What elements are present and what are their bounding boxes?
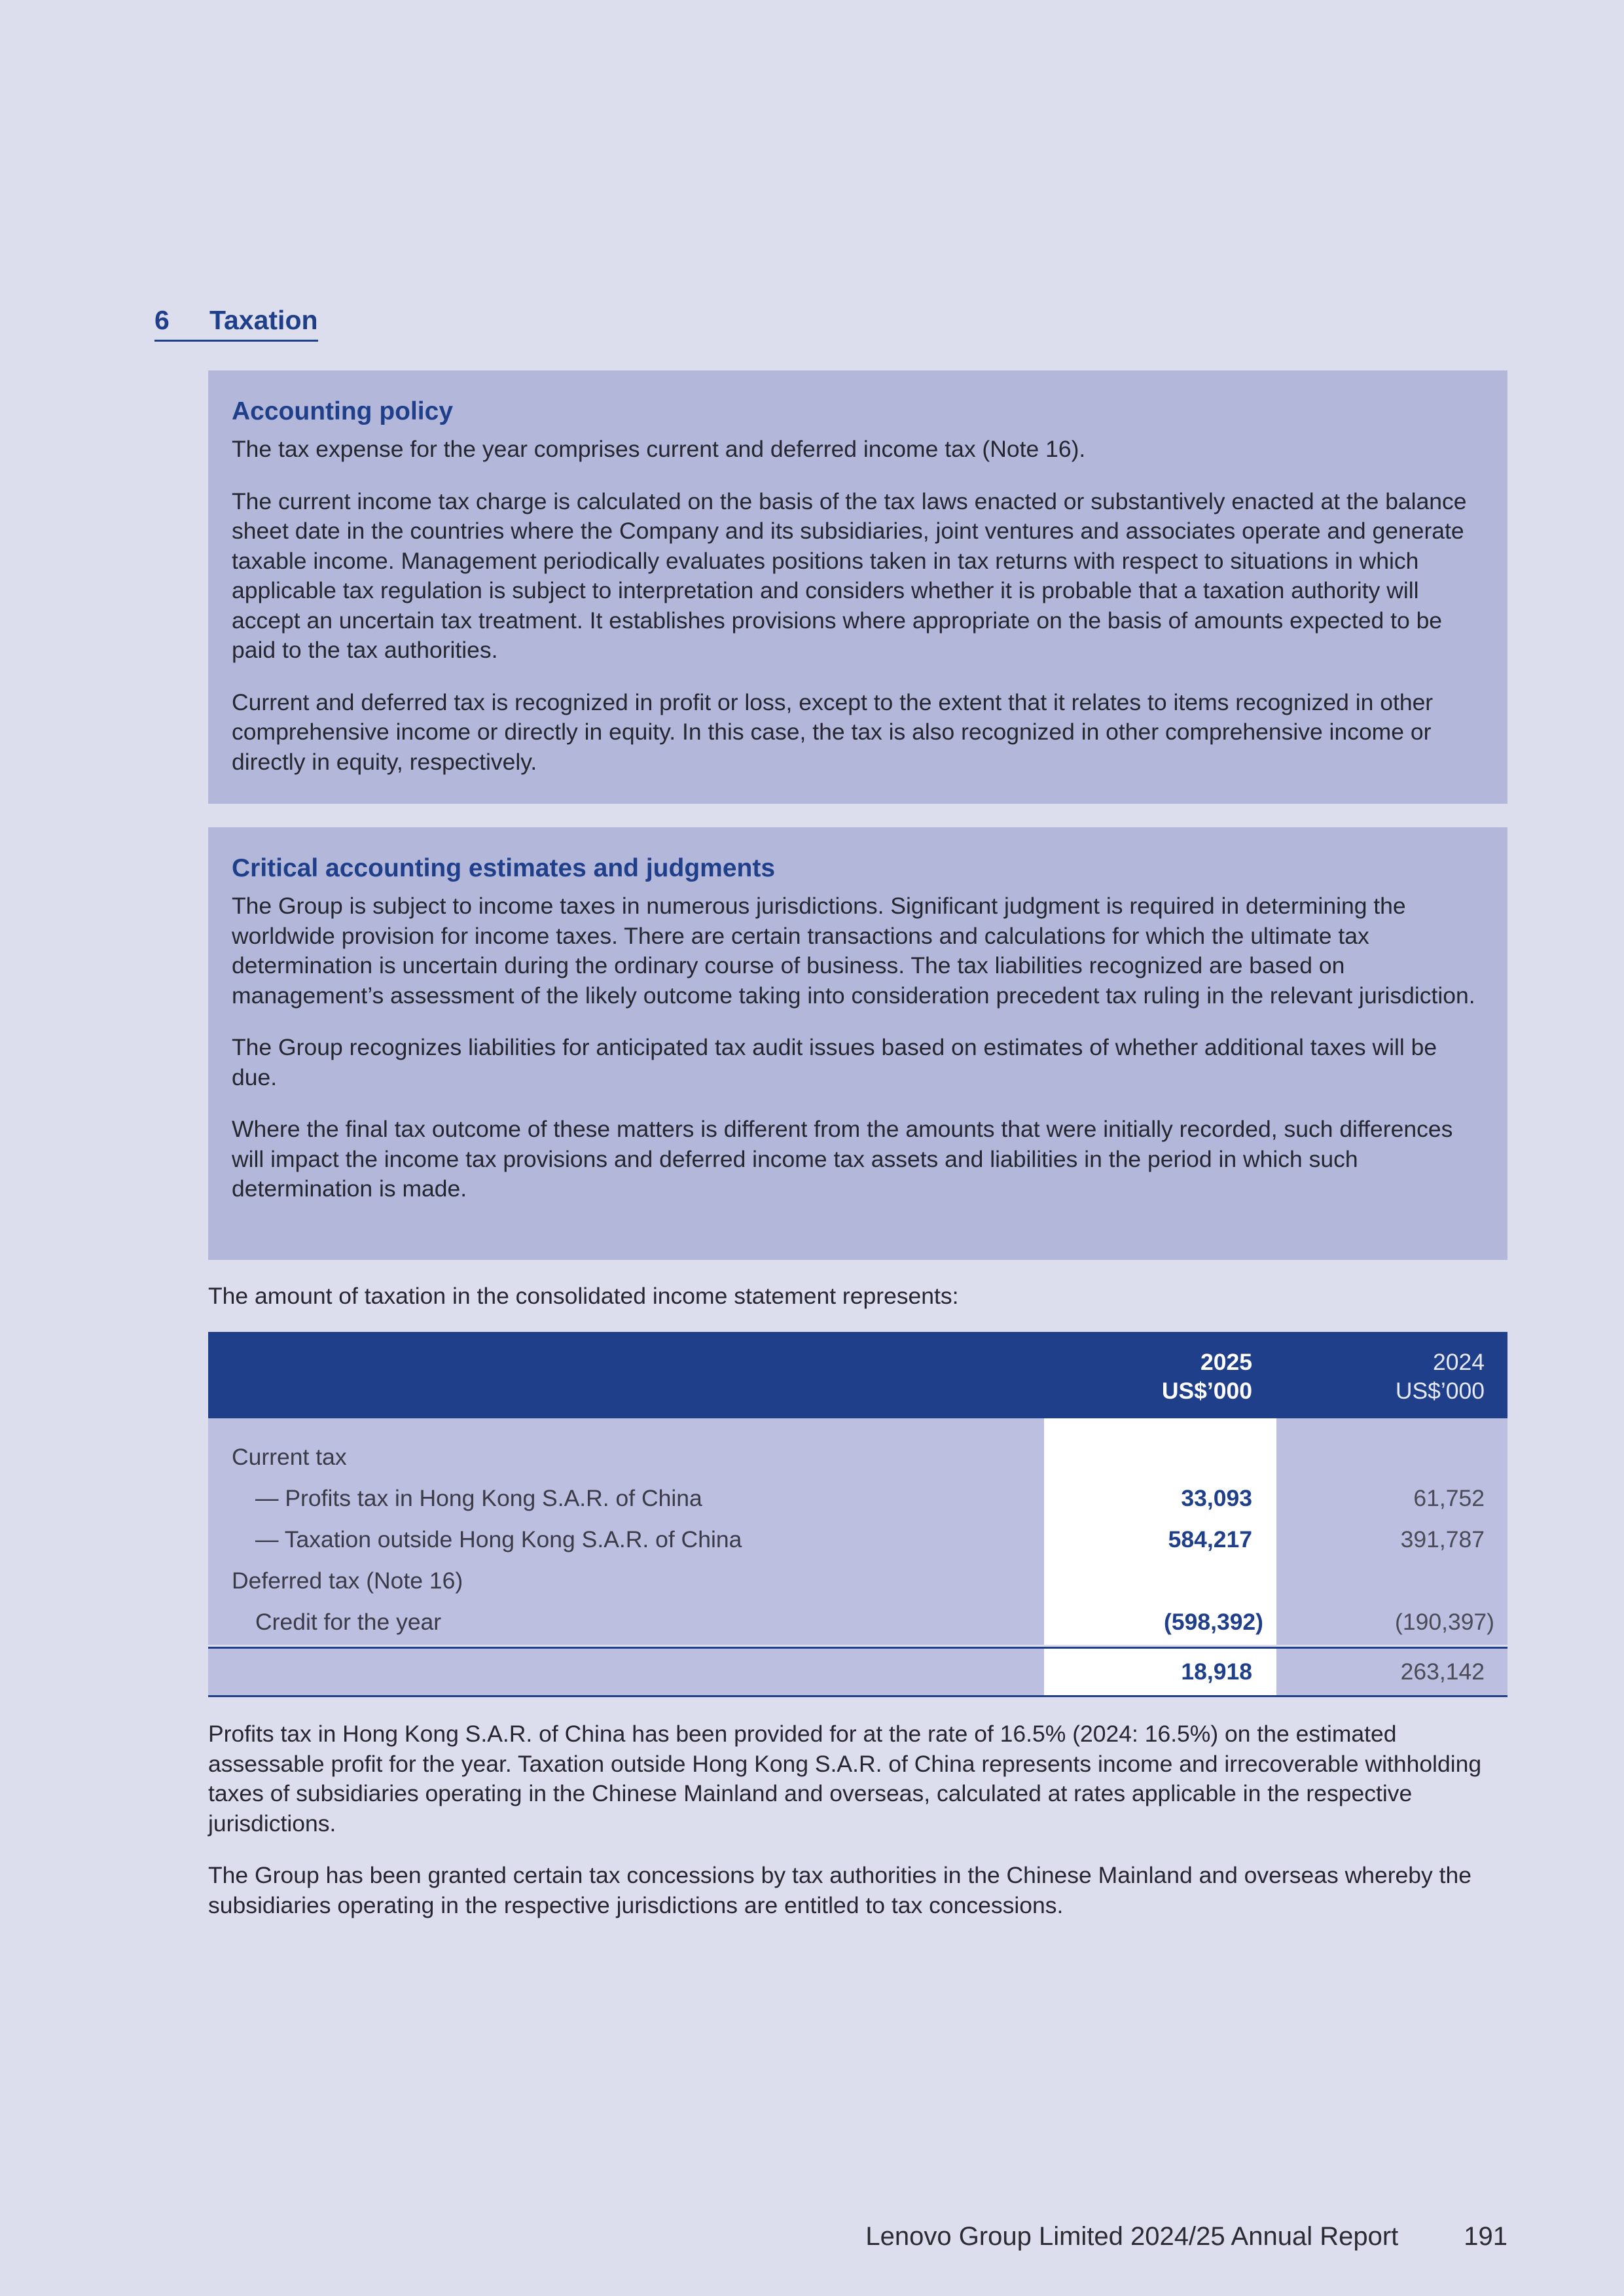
note-paragraph: The Group has been granted certain tax concessions by tax authorities in the Chinese Mainland and overseas whereby the subsidiaries operating in the respective jurisdictions are entitled to tax concessions.: [208, 1862, 1471, 1918]
accounting-policy-paragraph: Current and deferred tax is recognized in profit or loss, except to the extent that it relates to items recognized in other comprehensive income or directly in equity. In this case, the tax is also recognized in other comprehensive income or directly in equity, respectively.: [232, 689, 1434, 775]
row-label: Deferred tax (Note 16): [232, 1568, 463, 1594]
row-label: Credit for the year: [255, 1609, 442, 1635]
table-row: [208, 1560, 1507, 1602]
taxation-table: [208, 1332, 1507, 1685]
total-2024: 263,142: [1400, 1659, 1485, 1685]
column-header-2025-unit: US$’000: [1161, 1378, 1252, 1404]
value-2024: (190,397): [1395, 1609, 1494, 1635]
column-header-2024-unit: US$’000: [1395, 1378, 1485, 1404]
table-intro: The amount of taxation in the consolidated income statement represents:: [208, 1283, 959, 1309]
row-label: — Taxation outside Hong Kong S.A.R. of China: [255, 1526, 742, 1552]
table-row: [208, 1437, 1507, 1478]
accounting-policy-paragraph: The current income tax charge is calculated on the basis of the tax laws enacted or substantively enacted at the balance sheet date in the countries where the Company and its subsidiaries, joint ventures and associates operate and generate taxable income. Management periodically evaluates positions taken in tax returns with respect to situations in which applicable tax regulation is subject to interpretation and considers whether it is probable that a taxation authority will accept an uncertain tax treatment. It establishes provisions where appropriate on the basis of amounts expected to be paid to the tax authorities.: [232, 488, 1467, 663]
table-row: [208, 1602, 1507, 1643]
value-2024: 391,787: [1400, 1526, 1485, 1552]
column-header-2025: [1162, 1348, 1252, 1405]
section-title: Taxation: [209, 305, 318, 335]
accounting-policy-box: [208, 370, 1507, 804]
value-2025: (598,392): [1164, 1609, 1263, 1635]
row-label: — Profits tax in Hong Kong S.A.R. of China: [255, 1485, 702, 1511]
value-2024: 61,752: [1413, 1485, 1485, 1511]
critical-estimates-box: [208, 827, 1507, 1260]
footer-report-title: Lenovo Group Limited 2024/25 Annual Report: [865, 2222, 1399, 2251]
accounting-policy-paragraph: The tax expense for the year comprises current and deferred income tax (Note 16).: [232, 436, 1086, 462]
section-number: 6: [154, 305, 170, 335]
value-2025: 584,217: [1168, 1526, 1252, 1552]
column-header-2025-year: 2025: [1200, 1349, 1252, 1375]
total-2025: 18,918: [1181, 1659, 1252, 1685]
critical-estimates-paragraph: The Group is subject to income taxes in numerous jurisdictions. Significant judgment is required in determining the worldwide provision for income taxes. There are certain transactions and calculations for which the ultimate tax determination is uncertain during the ordinary course of business. The tax liabilities recognized are based on management’s assessment of the likely outcome taking into consideration precedent tax ruling in the relevant jurisdiction.: [232, 893, 1475, 1009]
table-body: [208, 1418, 1507, 1645]
table-header: [208, 1332, 1507, 1418]
total-row: [208, 1649, 1507, 1695]
section-heading: [154, 305, 318, 342]
value-2025: 33,093: [1181, 1485, 1252, 1511]
critical-estimates-paragraph: Where the final tax outcome of these matters is different from the amounts that were initially recorded, such differences will impact the income tax provisions and deferred income tax assets and liabilities in the period in which such determination is made.: [232, 1116, 1453, 1202]
row-label: Current tax: [232, 1444, 347, 1470]
critical-estimates-heading: Critical accounting estimates and judgments: [232, 854, 776, 882]
page-footer: [865, 2222, 1507, 2251]
column-header-2024: [1396, 1348, 1485, 1405]
table-row: [208, 1478, 1507, 1519]
page-number: 191: [1464, 2222, 1507, 2251]
table-row: [208, 1519, 1507, 1560]
note-paragraph: Profits tax in Hong Kong S.A.R. of China has been provided for at the rate of 16.5% (2024: 16.5%) on the estimated assessable profit for the year. Taxation outside Hong Kong S.A.R. of China represents income and irrecoverable withholding taxes of subsidiaries operating in the Chinese Mainland and overseas, calculated at rates applicable in the respective jurisdictions.: [208, 1721, 1482, 1837]
accounting-policy-heading: Accounting policy: [232, 397, 454, 425]
notes: [208, 1719, 1507, 1943]
total-rule: [208, 1695, 1507, 1697]
critical-estimates-paragraph: The Group recognizes liabilities for anticipated tax audit issues based on estimates of whether additional taxes will be due.: [232, 1034, 1437, 1090]
column-header-2024-year: 2024: [1433, 1349, 1485, 1375]
